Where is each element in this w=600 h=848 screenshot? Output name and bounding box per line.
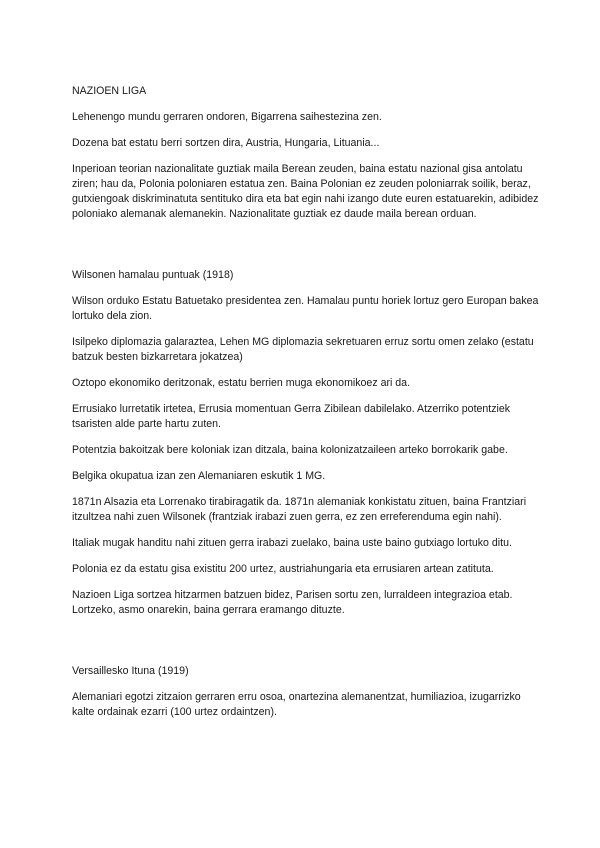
paragraph: Italiak mugak handitu nahi zituen gerra irabazi zuelako, baina uste baino gutxiago lortuko ditu.	[72, 537, 512, 549]
paragraph: Lehenengo mundu gerraren ondoren, Bigarrena saihestezina zen.	[72, 111, 382, 123]
document-page	[72, 84, 542, 731]
paragraph: Oztopo ekonomiko deritzonak, estatu berrien muga ekonomikoez ari da.	[72, 377, 411, 389]
section-heading: Versaillesko Ituna (1919)	[72, 665, 189, 677]
paragraph: Wilson orduko Estatu Batuetako presidentea zen. Hamalau puntu horiek lortuz gero Europan bakea lortuko dela zion.	[72, 295, 539, 322]
paragraph: Belgika okupatua izan zen Alemaniaren eskutik 1 MG.	[72, 470, 326, 482]
paragraph: Errusiako lurretatik irtetea, Errusia momentuan Gerra Zibilean dabilelako. Atzerriko potentziek tsaristen alde parte hartu zuten.	[72, 403, 511, 430]
paragraph: Isilpeko diplomazia galaraztea, Lehen MG diplomazia sekretuaren erruz sortu omen zelako (estatu batzuk besten bizkarretara jokatzea)	[72, 336, 534, 363]
paragraph: Potentzia bakoitzak bere koloniak izan ditzala, baina kolonizatzaileen arteko borrokarik gabe.	[72, 444, 508, 456]
section-gap	[72, 629, 542, 664]
paragraph: Polonia ez da estatu gisa existitu 200 urtez, austriahungaria eta errusiaren artean zatituta.	[72, 563, 494, 575]
section-gap	[72, 233, 542, 268]
section-heading: Wilsonen hamalau puntuak (1918)	[72, 269, 234, 281]
document-title: NAZIOEN LIGA	[72, 85, 147, 97]
paragraph: Nazioen Liga sortzea hitzarmen batzuen bidez, Parisen sortu zen, lurraldeen integrazioa etab. Lortzeko, asmo onarekin, baina gerrara eramango dituzte.	[72, 589, 513, 616]
paragraph: Dozena bat estatu berri sortzen dira, Austria, Hungaria, Lituania...	[72, 137, 380, 149]
paragraph: 1871n Alsazia eta Lorrenako tirabiragatik da. 1871n alemaniak konkistatu zituen, baina Frantziari itzultzea nahi zuen Wilsonek (frantziak irabazi zuen gerra, ez zen erreferenduma egin nahi).	[72, 496, 527, 523]
paragraph: Inperioan teorian nazionalitate guztiak maila Berean zeuden, baina estatu nazional gisa antolatu ziren; hau da, Polonia poloniaren estatua zen. Baina Polonian ez zeuden poloniarrak soilik, beraz, gutxiengoak diskriminatuta sentituko dira eta bat egin nahi izango dute euren estatuarekin, adibidez poloniako alemanak alemanekin. Nazionalitate guztiak ez daude maila berean orduan.	[72, 163, 539, 220]
paragraph: Alemaniari egotzi zitzaion gerraren erru osoa, onartezina alemanentzat, humiliazioa, izugarrizko kalte ordainak ezarri (100 urtez ordaintzen).	[72, 691, 521, 718]
